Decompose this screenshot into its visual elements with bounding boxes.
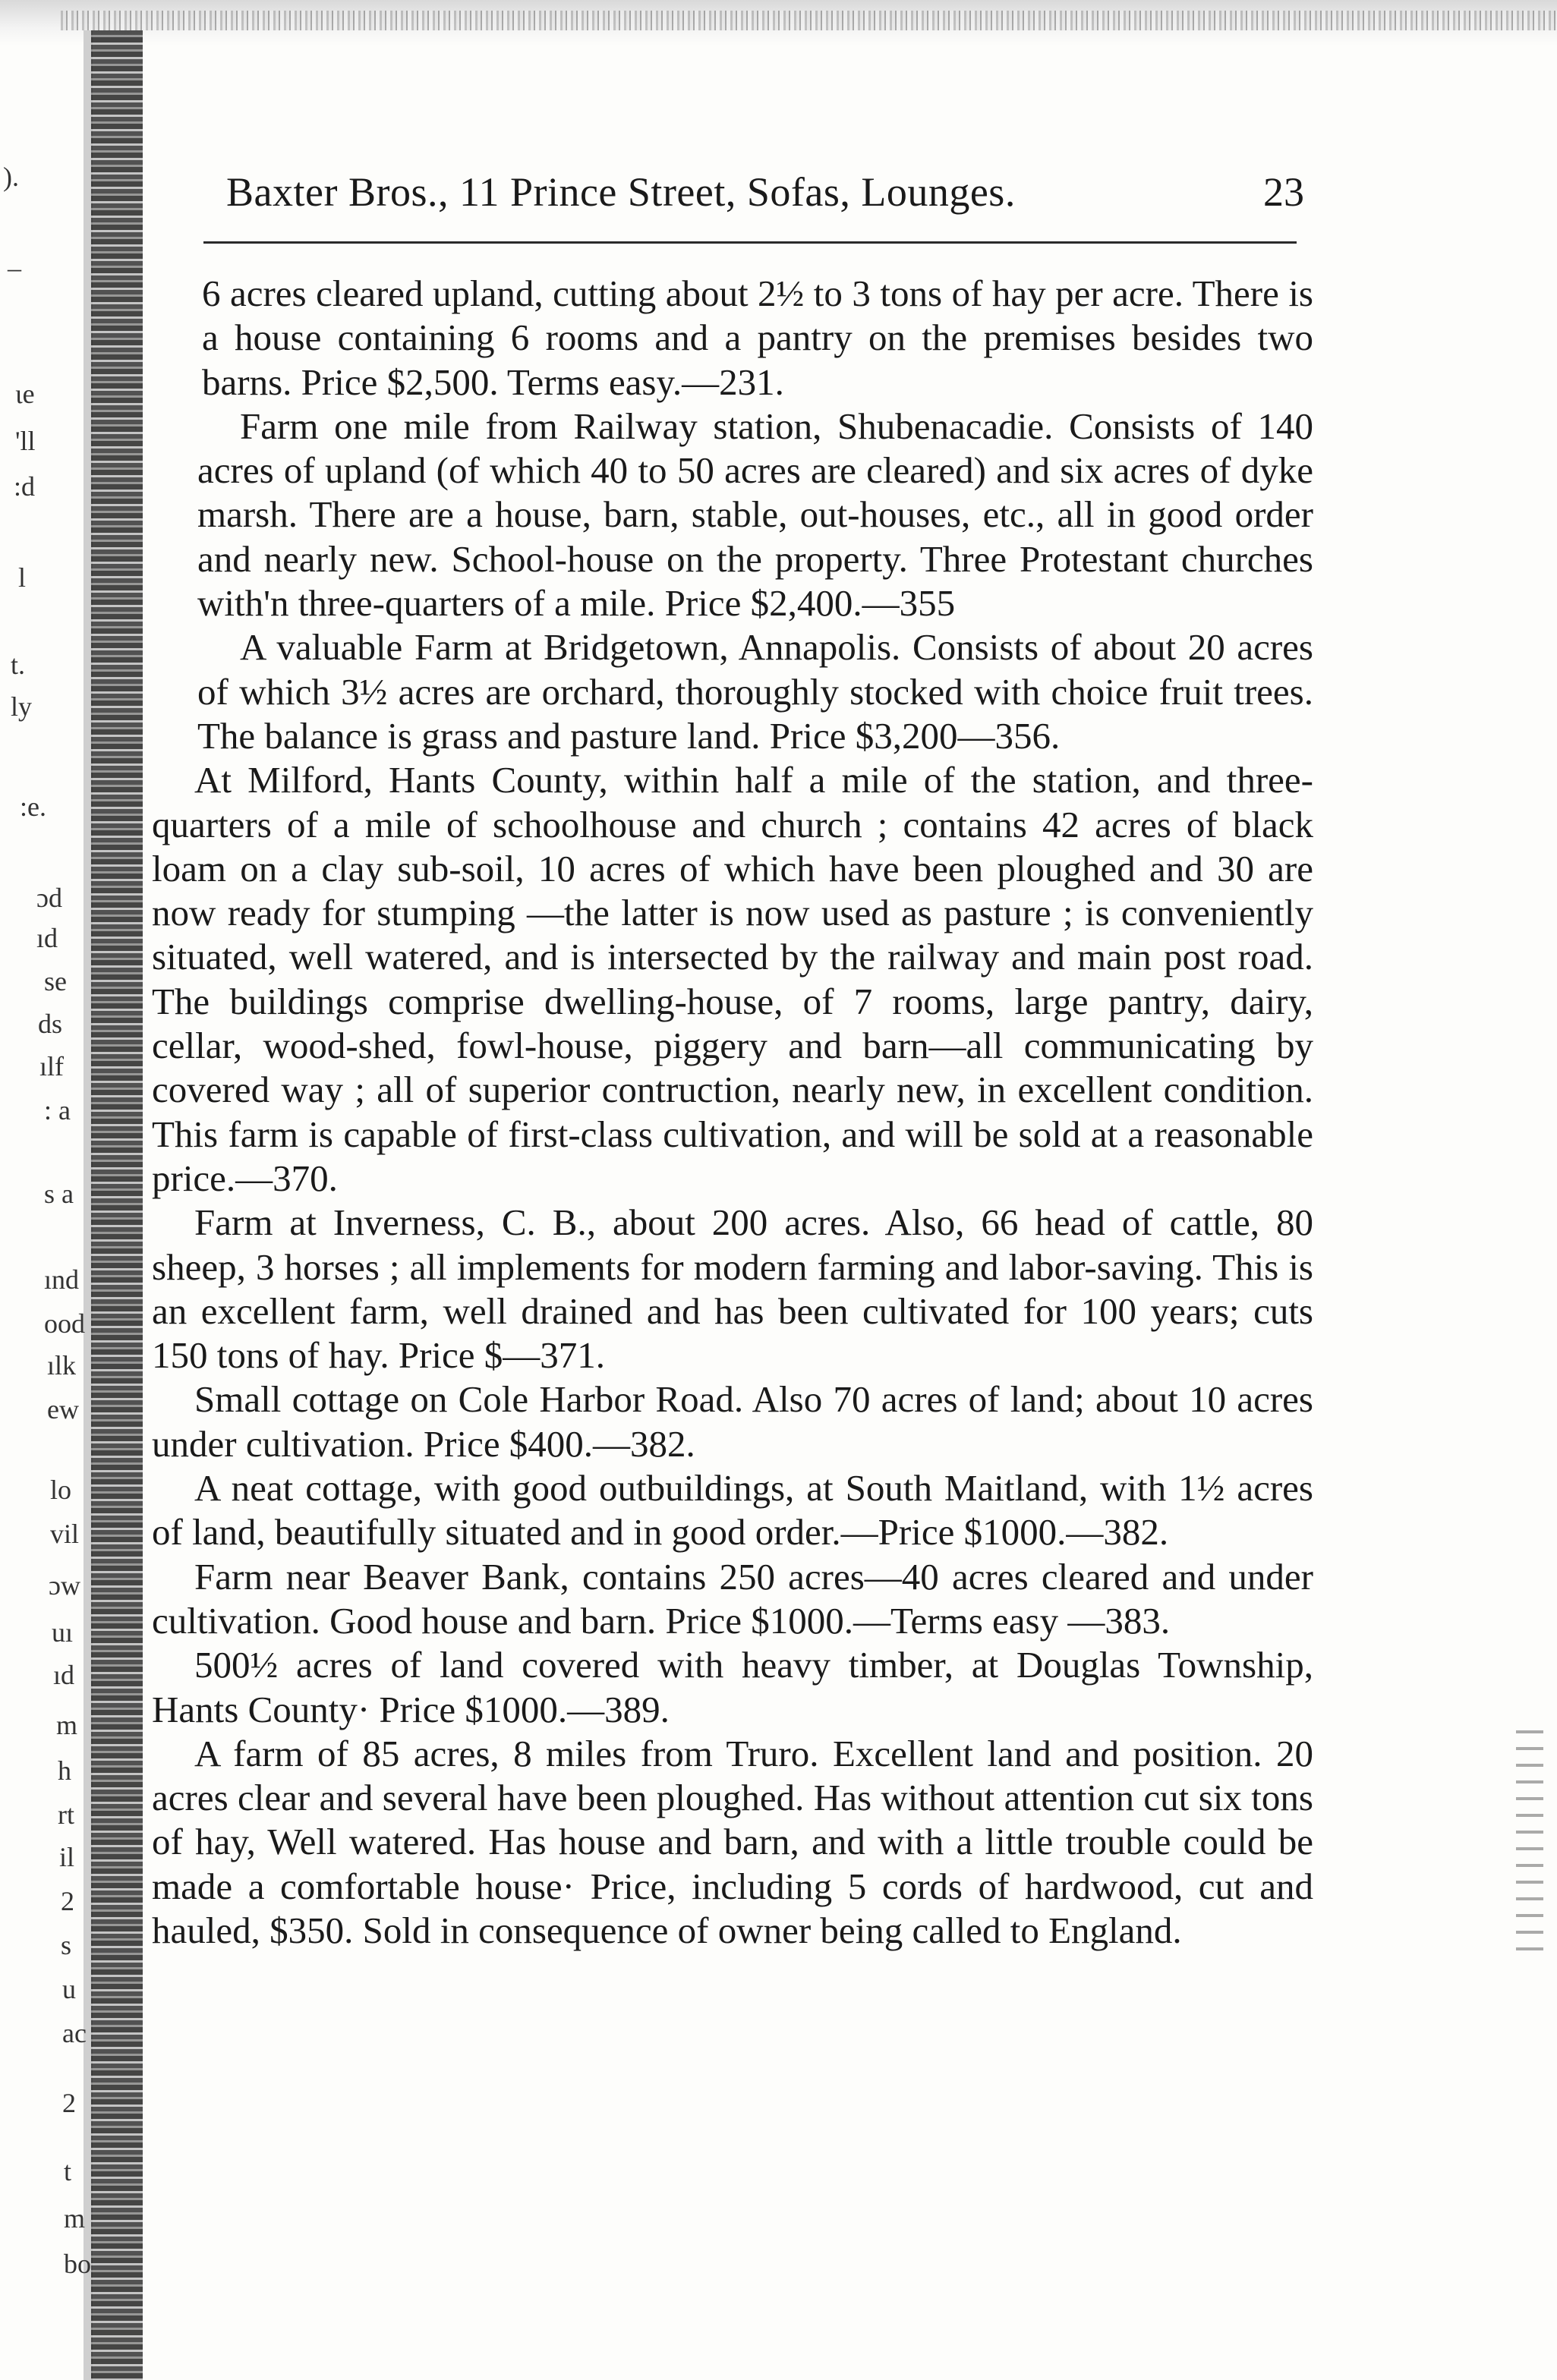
scan-noise <box>1516 1730 1543 1958</box>
margin-fragment: ly <box>11 691 33 722</box>
page-number: 23 <box>1263 169 1304 215</box>
margin-fragment: ılk <box>47 1350 77 1380</box>
margin-fragment: m <box>56 1710 78 1740</box>
margin-fragment: ds <box>38 1009 63 1039</box>
margin-fragment: m <box>64 2203 86 2234</box>
margin-fragment: t <box>64 2156 72 2186</box>
listing-entry: A farm of 85 acres, 8 miles from Truro. Excellent land and position. 20 acres clear and several have been ploughed. Has without attention cut six tons of hay, Well watered. Has house and barn, and with a little trouble could be made a comfortable house· Price, including 5 cords of hardwood, cut and hauled, $350. Sold in consequence of owner being called to England. <box>152 1732 1313 1951</box>
margin-fragment: il <box>59 1842 75 1872</box>
facing-page-margin <box>0 114 91 2375</box>
listing-entry: Farm near Beaver Bank, contains 250 acres—40 acres cleared and under cultivation. Good house and barn. Price $1000.—Terms easy —383. <box>152 1555 1313 1642</box>
margin-fragment: ac <box>62 2018 87 2048</box>
margin-fragment: – <box>8 253 21 283</box>
running-header <box>226 168 1304 222</box>
margin-fragment: s a <box>44 1179 74 1209</box>
header-rule <box>203 241 1297 244</box>
margin-fragment: u <box>62 1974 76 2004</box>
margin-fragment: uı <box>52 1617 74 1648</box>
margin-fragment: : a <box>44 1095 71 1125</box>
listing-entry: At Milford, Hants County, within half a mile of the station, and three-quarters of a mile of schoolhouse and church ; contains 42 acres of black loam on a clay sub-soil, 10 acres of which have been ploughed and 30 are now ready for stumping —the latter is now used as pasture ; is conveniently situated, well watered, and is intersected by the railway and main post road. The buildings comprise dwelling-house, of 7 rooms, large pantry, dairy, cellar, wood-shed, fowl-house, piggery and barn—all communicating by covered way ; all of superior contruction, nearly new, in excellent condition. This farm is capable of first-class cultivation, and will be sold at a reasonable price.—370. <box>152 759 1313 1199</box>
margin-fragment: ιe <box>15 379 35 409</box>
margin-fragment: rt <box>58 1799 74 1830</box>
margin-fragment: 2 <box>62 2088 76 2118</box>
margin-fragment: lo <box>50 1475 72 1505</box>
margin-fragment: 'll <box>15 426 36 456</box>
listing-entry: 6 acres cleared upland, cutting about 2½ to 3 tons of hay per acre. There is a house containing 6 rooms and a pantry on the premises besides two barns. Price $2,500. Terms easy.—231. <box>202 272 1313 403</box>
margin-fragment: l <box>18 562 27 593</box>
binding-gutter <box>91 30 143 2380</box>
margin-fragment: ). <box>3 162 19 192</box>
listing-entry: Farm one mile from Railway station, Shubenacadie. Consists of 140 acres of upland (of which 40 to 50 acres are cleared) and six acres of dyke marsh. There are a house, barn, stable, out-houses, etc., all in good order and nearly new. School-house on the property. Three Protestant churches with'n three-quarters of a mile. Price $2,400.—355 <box>197 405 1313 625</box>
margin-fragment: ıd <box>53 1660 75 1690</box>
listings-column <box>152 272 1313 1953</box>
margin-fragment: ınd <box>44 1264 80 1295</box>
margin-fragment: 2 <box>61 1886 74 1916</box>
margin-fragment: bo <box>64 2249 91 2279</box>
listing-entry: Small cottage on Cole Harbor Road. Also 70 acres of land; about 10 acres under cultivation. Price $400.—382. <box>152 1378 1313 1465</box>
margin-fragment: s <box>61 1930 72 1960</box>
margin-fragment: ɔw <box>49 1570 80 1601</box>
margin-fragment: vil <box>50 1519 80 1549</box>
listing-entry: Farm at Inverness, C. B., about 200 acres. Also, 66 head of cattle, 80 sheep, 3 horses ; all implements for modern farming and labor-saving. This is an excellent farm, well drained and has been cultivated for 100 years; cuts 150 tons of hay. Price $—371. <box>152 1201 1313 1377</box>
margin-fragment: :d <box>14 471 36 502</box>
margin-fragment: h <box>58 1755 71 1786</box>
margin-fragment: se <box>44 966 67 996</box>
margin-fragment: ılf <box>39 1051 64 1081</box>
margin-fragment: ıd <box>36 923 58 953</box>
page-top-edge <box>0 0 1557 46</box>
margin-fragment: :e. <box>20 792 46 822</box>
margin-fragment: t. <box>11 650 26 680</box>
listing-entry: A valuable Farm at Bridgetown, Annapolis. Consists of about 20 acres of which 3½ acres are orchard, thoroughly stocked with choice fruit trees. The balance is grass and pasture land. Price $3,200—356. <box>197 626 1313 757</box>
running-title: Baxter Bros., 11 Prince Street, Sofas, Lounges. <box>226 169 1016 215</box>
listing-entry: 500½ acres of land covered with heavy timber, at Douglas Township, Hants County· Price $1000.—389. <box>152 1644 1313 1730</box>
margin-fragment: ɔd <box>36 883 62 913</box>
margin-fragment: ood <box>44 1308 85 1339</box>
listing-entry: A neat cottage, with good outbuildings, at South Maitland, with 1½ acres of land, beautifully situated and in good order.—Price $1000.—382. <box>152 1467 1313 1554</box>
margin-fragment: ew <box>47 1394 79 1425</box>
